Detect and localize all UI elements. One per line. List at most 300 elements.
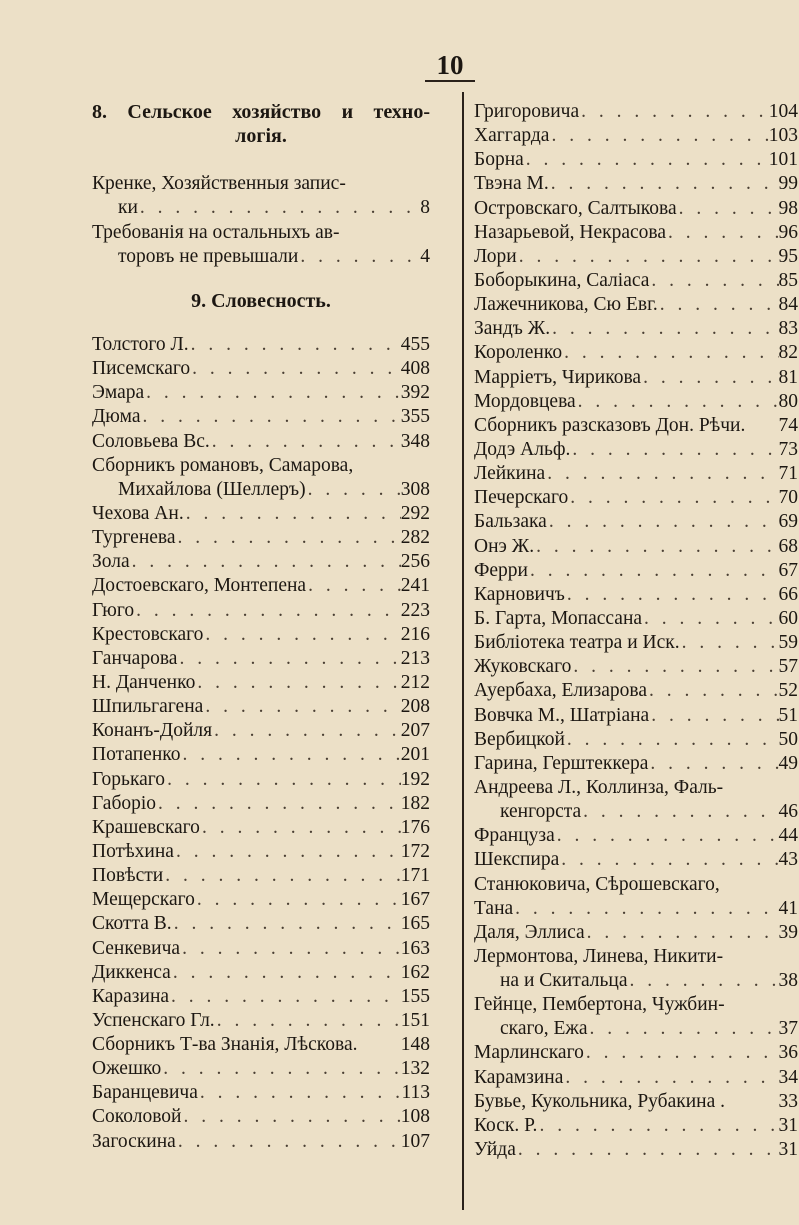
dot-leader <box>180 937 401 961</box>
dot-leader <box>190 357 401 381</box>
entry-count: 282 <box>400 527 430 549</box>
entry-title: Б. Гарта, Мопассана <box>474 607 643 629</box>
entry-count: 108 <box>400 1106 430 1128</box>
entry-title: Крестовскаго <box>92 623 204 645</box>
index-entry <box>474 269 798 293</box>
index-entry <box>474 414 798 438</box>
index-entry <box>92 245 430 269</box>
dot-leader <box>134 599 401 623</box>
dot-leader <box>189 333 401 357</box>
entry-count: 113 <box>401 1082 430 1104</box>
entry-title: Боборыкина, Саліаса <box>474 269 650 291</box>
entry-title: Уйда <box>474 1139 516 1161</box>
entry-count: 392 <box>400 382 430 404</box>
dot-leader <box>563 1066 778 1090</box>
index-entry <box>474 1017 798 1041</box>
index-entry <box>92 172 430 196</box>
dot-leader <box>565 728 779 752</box>
dot-leader <box>648 752 778 776</box>
dot-leader <box>176 526 401 550</box>
entry-title: Кренке, Хозяйственныя запис- <box>92 173 346 195</box>
index-entry <box>92 574 430 598</box>
right-column-list <box>474 100 798 1162</box>
dot-leader <box>581 800 778 824</box>
entry-count: 44 <box>778 825 798 847</box>
dot-leader <box>571 655 778 679</box>
entry-count: 163 <box>400 937 430 959</box>
index-entry <box>474 293 798 317</box>
index-entry <box>474 148 798 172</box>
entry-count: 216 <box>400 623 430 645</box>
dot-leader <box>579 100 769 124</box>
entry-title: Печерскаго <box>474 487 569 509</box>
entry-title: Короленко <box>474 342 563 364</box>
page-number-rule <box>425 80 475 82</box>
index-entry <box>474 100 798 124</box>
entry-title: Гарина, Герштеккера <box>474 752 649 774</box>
index-entry <box>474 486 798 510</box>
index-entry <box>474 993 798 1017</box>
index-entry <box>92 985 430 1009</box>
entry-count: 201 <box>400 744 430 766</box>
entry-count: 43 <box>778 849 798 871</box>
entry-title: Жуковскаго <box>474 656 572 678</box>
entry-count: 50 <box>778 728 798 750</box>
entry-title: Шекспира <box>474 849 560 871</box>
index-entry <box>474 535 798 559</box>
dot-leader <box>174 840 401 864</box>
entry-title: Гейнце, Пембертона, Чужбин- <box>474 994 725 1016</box>
entry-count: 162 <box>400 961 430 983</box>
dot-leader <box>568 486 778 510</box>
dot-leader <box>570 438 778 462</box>
index-entry <box>474 873 798 897</box>
entry-count: 151 <box>400 1009 430 1031</box>
section-9-list <box>92 333 430 1154</box>
index-entry <box>92 937 430 961</box>
index-entry <box>474 390 798 414</box>
entry-title: Мещерскаго <box>92 889 195 911</box>
index-entry <box>92 381 430 405</box>
entry-title: Достоевскаго, Монтепена <box>92 575 307 597</box>
dot-leader <box>528 559 779 583</box>
entry-count: 223 <box>400 599 430 621</box>
entry-title: Марлинскаго <box>474 1042 584 1064</box>
entry-title: Зандъ Ж. <box>474 318 551 340</box>
entry-count: 308 <box>400 478 430 500</box>
index-entry <box>474 245 798 269</box>
entry-title: Повѣсти <box>92 865 164 887</box>
entry-title: Потапенко <box>92 744 181 766</box>
dot-leader <box>537 1114 778 1138</box>
entry-title: Потѣхина <box>92 840 174 862</box>
dot-leader <box>140 405 400 429</box>
entry-title: Станюковича, Сѣрошевскаго, <box>474 873 720 895</box>
entry-count: 99 <box>778 173 798 195</box>
section-8-title-line1: 8. Сельское хозяйство и техно- <box>92 101 430 123</box>
index-entry <box>92 1130 430 1154</box>
entry-title: Вербицкой <box>474 728 565 750</box>
entry-title: Горькаго <box>92 768 166 790</box>
index-entry <box>92 1105 430 1129</box>
index-entry <box>474 897 798 921</box>
dot-leader <box>203 695 400 719</box>
index-entry <box>92 671 430 695</box>
dot-leader <box>649 704 778 728</box>
index-entry <box>474 1041 798 1065</box>
dot-leader <box>647 679 778 703</box>
index-entry <box>92 912 430 936</box>
dot-leader <box>516 1138 779 1162</box>
index-entry <box>474 583 798 607</box>
index-entry <box>474 921 798 945</box>
index-entry <box>92 599 430 623</box>
dot-leader <box>677 197 779 221</box>
index-entry <box>92 623 430 647</box>
dot-leader <box>641 366 778 390</box>
entry-count: 176 <box>400 816 430 838</box>
entry-title: Загоскина <box>92 1130 176 1152</box>
index-entry <box>474 728 798 752</box>
dot-leader <box>649 269 778 293</box>
entry-title: Ферри <box>474 559 528 581</box>
index-entry <box>474 752 798 776</box>
index-entry <box>92 961 430 985</box>
entry-count: 292 <box>400 502 430 524</box>
entry-title: Толстого Л. <box>92 333 189 355</box>
entry-title: Соколовой <box>92 1106 182 1128</box>
dot-leader <box>306 574 401 598</box>
entry-count: 103 <box>768 125 798 147</box>
entry-count: 171 <box>400 865 430 887</box>
entry-count: 256 <box>400 551 430 573</box>
dot-leader <box>130 550 401 574</box>
dot-leader <box>172 912 401 936</box>
entry-count: 355 <box>400 406 430 428</box>
dot-leader <box>562 341 778 365</box>
dot-leader <box>555 824 779 848</box>
index-entry <box>474 197 798 221</box>
index-entry <box>474 559 798 583</box>
dot-leader <box>171 961 401 985</box>
entry-count: 101 <box>768 149 798 171</box>
entry-count: 31 <box>778 1114 798 1136</box>
entry-title: Крашевскаго <box>92 816 200 838</box>
entry-count: 59 <box>778 632 798 654</box>
dot-leader <box>565 583 779 607</box>
entry-title: Скотта В. <box>92 913 172 935</box>
index-entry <box>474 631 798 655</box>
index-entry <box>92 1033 430 1057</box>
entry-title: Требованія на остальныхъ ав- <box>92 221 340 243</box>
entry-count: 46 <box>778 801 798 823</box>
entry-count: 49 <box>778 752 798 774</box>
index-entry <box>92 816 430 840</box>
entry-count: 96 <box>778 221 798 243</box>
entry-count: 192 <box>400 768 430 790</box>
dot-leader <box>513 897 778 921</box>
entry-title: Гюго <box>92 599 135 621</box>
entry-title: Сборникъ Т-ва Знанія, Лѣскова. <box>92 1034 358 1056</box>
index-entry <box>92 1057 430 1081</box>
dot-leader <box>534 535 778 559</box>
entry-count: 37 <box>778 1018 798 1040</box>
left-column <box>92 100 430 1154</box>
entry-title: Чехова Ан. <box>92 502 184 524</box>
dot-leader <box>666 221 778 245</box>
entry-title: Онэ Ж. <box>474 535 535 557</box>
dot-leader <box>215 1009 401 1033</box>
spacer <box>92 269 430 289</box>
entry-title: Лажечникова, Сю Евг. <box>474 294 658 316</box>
index-entry <box>92 647 430 671</box>
entry-title: торовъ не превышали <box>118 245 299 267</box>
entry-title: Библіотека театра и Иск. <box>474 632 680 654</box>
entry-title: Михайлова (Шеллеръ) <box>118 478 306 500</box>
dot-leader <box>585 921 779 945</box>
index-entry <box>92 502 430 526</box>
entry-count: 80 <box>778 390 798 412</box>
dot-leader <box>198 1081 402 1105</box>
dot-leader <box>169 985 401 1009</box>
entry-title: Тана <box>474 897 514 919</box>
dot-leader <box>549 172 779 196</box>
dot-leader <box>181 1105 400 1129</box>
entry-title: кенгорста <box>500 801 582 823</box>
index-entry <box>474 1066 798 1090</box>
dot-leader <box>658 293 779 317</box>
entry-count: 241 <box>400 575 430 597</box>
entry-count: 81 <box>778 366 798 388</box>
entry-count: 39 <box>778 921 798 943</box>
dot-leader <box>200 816 401 840</box>
index-entry <box>92 357 430 381</box>
dot-leader <box>628 969 779 993</box>
dot-leader <box>138 196 420 220</box>
dot-leader <box>195 671 400 695</box>
index-entry <box>474 438 798 462</box>
entry-count: 208 <box>400 696 430 718</box>
entry-title: Ожешко <box>92 1058 162 1080</box>
entry-count: 36 <box>778 1042 798 1064</box>
dot-leader <box>517 245 779 269</box>
entry-title: Соловьева Вс. <box>92 430 210 452</box>
index-entry <box>474 776 798 800</box>
index-entry <box>92 792 430 816</box>
index-entry <box>92 430 430 454</box>
index-entry <box>474 462 798 486</box>
page-number: 10 <box>436 50 464 80</box>
entry-count: 408 <box>400 358 430 380</box>
spacer <box>92 313 430 333</box>
index-entry <box>474 969 798 993</box>
dot-leader <box>181 743 401 767</box>
entry-count: 155 <box>400 985 430 1007</box>
index-entry <box>474 1138 798 1162</box>
entry-title: ки <box>118 197 138 219</box>
entry-title: Француза <box>474 825 555 847</box>
entry-count: 182 <box>400 792 430 814</box>
entry-title: Ауербаха, Елизарова <box>474 680 648 702</box>
index-entry <box>474 341 798 365</box>
entry-title: Вовчка М., Шатріана <box>474 704 650 726</box>
spacer <box>92 148 430 172</box>
index-entry <box>474 679 798 703</box>
entry-count: 69 <box>778 511 798 533</box>
entry-title: Островскаго, Салтыкова <box>474 197 677 219</box>
entry-count: 73 <box>778 438 798 460</box>
index-entry <box>92 478 430 502</box>
entry-title: Хаггарда <box>474 125 550 147</box>
entry-count: 67 <box>778 559 798 581</box>
dot-leader <box>144 381 401 405</box>
entry-count: 172 <box>400 840 430 862</box>
entry-count: 34 <box>778 1066 798 1088</box>
entry-title: Борна <box>474 149 524 171</box>
dot-leader <box>642 607 778 631</box>
entry-title: Карновичъ <box>474 583 565 605</box>
index-entry <box>92 1009 430 1033</box>
index-entry <box>92 864 430 888</box>
dot-leader <box>547 510 779 534</box>
index-entry <box>474 366 798 390</box>
dot-leader <box>210 430 401 454</box>
entry-title: Коск. Р. <box>474 1114 538 1136</box>
entry-count: 51 <box>778 704 798 726</box>
dot-leader <box>212 719 401 743</box>
entry-count: 52 <box>778 680 798 702</box>
entry-count: 71 <box>778 463 798 485</box>
entry-title: Бальзака <box>474 511 547 533</box>
entry-count: 82 <box>778 342 798 364</box>
dot-leader <box>550 317 778 341</box>
section-8-title-line2: логія. <box>235 125 287 148</box>
right-column <box>474 100 798 1162</box>
index-entry <box>92 550 430 574</box>
index-entry <box>474 1114 798 1138</box>
index-entry <box>474 704 798 728</box>
dot-leader <box>156 792 401 816</box>
dot-leader <box>161 1057 401 1081</box>
entry-title: Сенкевича <box>92 937 181 959</box>
index-entry <box>92 743 430 767</box>
entry-title: Бувье, Кукольника, Рубакина . <box>474 1090 725 1112</box>
index-entry <box>474 172 798 196</box>
index-entry <box>92 768 430 792</box>
dot-leader <box>306 478 401 502</box>
index-entry <box>474 945 798 969</box>
index-entry <box>474 510 798 534</box>
dot-leader <box>176 1130 401 1154</box>
entry-count: 33 <box>778 1090 798 1112</box>
index-entry <box>474 800 798 824</box>
entry-title: Зола <box>92 551 130 573</box>
index-entry <box>92 719 430 743</box>
entry-title: на и Скитальца <box>500 970 628 992</box>
entry-title: Конанъ-Дойля <box>92 720 213 742</box>
entry-title: Лейкина <box>474 463 546 485</box>
entry-title: Диккенса <box>92 961 171 983</box>
column-divider <box>462 92 464 1210</box>
entry-count: 104 <box>768 101 798 122</box>
entry-count: 8 <box>420 197 430 219</box>
dot-leader <box>165 768 401 792</box>
entry-title: Дюма <box>92 406 141 428</box>
entry-count: 41 <box>778 897 798 919</box>
entry-count: 66 <box>778 583 798 605</box>
section-9-title: 9. Словесность. <box>191 289 331 312</box>
entry-title: Твэна М. <box>474 173 549 195</box>
index-entry <box>474 607 798 631</box>
dot-leader <box>203 623 400 647</box>
entry-title: Додэ Альф. <box>474 438 571 460</box>
entry-title: Каразина <box>92 985 170 1007</box>
entry-title: Назарьевой, Некрасова <box>474 221 667 243</box>
index-entry <box>474 848 798 872</box>
dot-leader <box>545 462 778 486</box>
entry-count: 455 <box>400 333 430 355</box>
entry-title: Н. Данченко <box>92 671 196 693</box>
dot-leader <box>195 888 401 912</box>
entry-count: 165 <box>400 913 430 935</box>
entry-count: 132 <box>400 1058 430 1080</box>
entry-title: Григоровича <box>474 101 580 122</box>
index-entry <box>474 1090 798 1114</box>
entry-count: 83 <box>778 318 798 340</box>
entry-title: Баранцевича <box>92 1082 198 1104</box>
entry-count: 348 <box>400 430 430 452</box>
index-entry <box>92 840 430 864</box>
entry-title: Лермонтова, Линева, Никити- <box>474 945 724 967</box>
index-entry <box>474 655 798 679</box>
entry-count: 107 <box>400 1130 430 1152</box>
index-entry <box>92 405 430 429</box>
index-entry <box>92 454 430 478</box>
entry-count: 60 <box>778 607 798 629</box>
index-entry <box>92 1081 430 1105</box>
index-entry <box>92 333 430 357</box>
entry-count: 4 <box>420 245 430 267</box>
entry-title: Андреева Л., Коллинза, Фаль- <box>474 776 724 798</box>
dot-leader <box>680 631 779 655</box>
entry-title: Сборникъ разсказовъ Дон. Рѣчи. <box>474 414 746 436</box>
section-8-list <box>92 172 430 269</box>
index-entry <box>474 824 798 848</box>
dot-leader <box>549 124 768 148</box>
entry-count: 70 <box>778 487 798 509</box>
entry-count: 38 <box>778 970 798 992</box>
entry-title: Тургенева <box>92 527 176 549</box>
dot-leader <box>163 864 401 888</box>
entry-count: 148 <box>400 1034 430 1056</box>
entry-title: Лори <box>474 245 517 267</box>
entry-title: Мордовцева <box>474 390 576 412</box>
index-entry <box>92 221 430 245</box>
dot-leader <box>576 390 779 414</box>
entry-count: 95 <box>778 245 798 267</box>
entry-count: 213 <box>400 647 430 669</box>
index-entry <box>92 695 430 719</box>
entry-count: 31 <box>778 1139 798 1161</box>
entry-title: Ганчарова <box>92 647 178 669</box>
index-entry <box>474 317 798 341</box>
entry-count: 68 <box>778 535 798 557</box>
entry-title: Габоріо <box>92 792 157 814</box>
entry-count: 98 <box>778 197 798 219</box>
entry-title: Эмара <box>92 382 145 404</box>
entry-title: Шпильгагена <box>92 696 204 718</box>
entry-title: Сборникъ романовъ, Самарова, <box>92 454 354 476</box>
